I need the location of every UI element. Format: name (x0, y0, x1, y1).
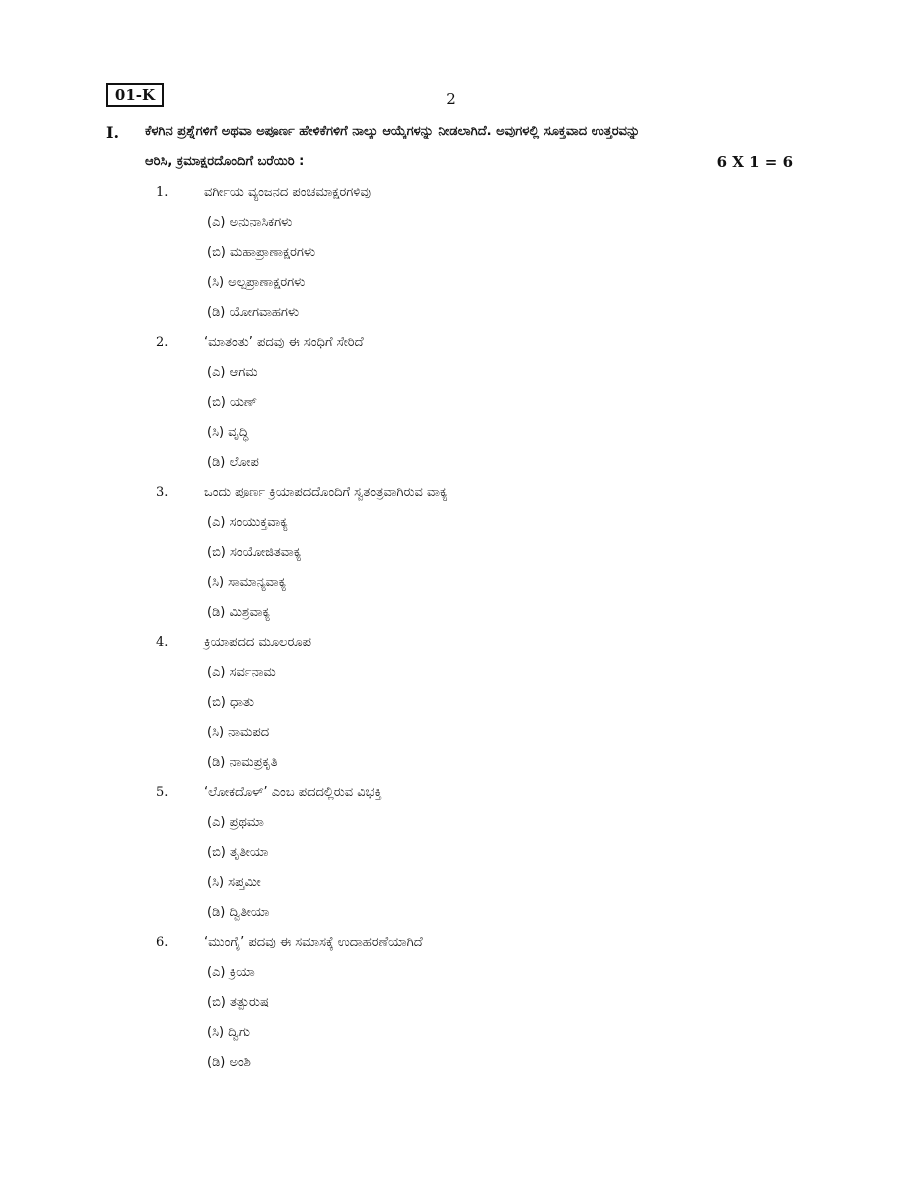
question-1-option-d: (ಡಿ) ಯೋಗವಾಹಗಳು (207, 305, 300, 320)
question-1-text: ವರ್ಗೀಯ ವ್ಯಂಜನದ ಪಂಚಮಾಕ್ಷರಗಳಿವು (204, 185, 371, 200)
question-2-option-d: (ಡಿ) ಲೋಪ (207, 455, 259, 470)
question-2-option-a: (ಎ) ಆಗಮ (207, 365, 258, 380)
question-2-number: 2. (156, 335, 169, 350)
question-2-option-b: (ಬಿ) ಯಣ್ (207, 395, 258, 410)
question-1-option-a: (ಎ) ಅನುನಾಸಿಕಗಳು (207, 215, 293, 230)
question-4-text: ಕ್ರಿಯಾಪದದ ಮೂಲರೂಪ (204, 635, 311, 650)
question-5-option-b: (ಬಿ) ತೃತೀಯಾ (207, 845, 269, 860)
question-3-option-a: (ಎ) ಸಂಯುಕ್ತವಾಕ್ಯ (207, 515, 288, 530)
question-4-number: 4. (156, 635, 169, 650)
question-1-option-c: (ಸಿ) ಅಲ್ಪಪ್ರಾಣಾಕ್ಷರಗಳು (207, 275, 306, 290)
section-marks: 6 X 1 = 6 (716, 153, 793, 171)
question-4-option-c: (ಸಿ) ನಾಮಪದ (207, 725, 270, 740)
question-4-option-a: (ಎ) ಸರ್ವನಾಮ (207, 665, 276, 680)
question-3-option-c: (ಸಿ) ಸಾಮಾನ್ಯವಾಕ್ಯ (207, 575, 287, 590)
paper-code-box: 01-K (106, 83, 164, 107)
question-4-option-b: (ಬಿ) ಧಾತು (207, 695, 255, 710)
question-6-number: 6. (156, 935, 169, 950)
section-instruction-line1: ಕೆಳಗಿನ ಪ್ರಶ್ನೆಗಳಿಗೆ ಅಥವಾ ಅಪೂರ್ಣ ಹೇಳಿಕೆಗಳಿಗೆ ನಾಲ್ಕು ಆಯ್ಕೆಗಳನ್ನು ನೀಡಲಾಗಿದೆ. ಅವುಗಳಲ್ಲಿ ಸೂಕ್ತವಾದ ಉತ್ತರವನ್ನು (145, 124, 641, 139)
section-number: I. (106, 123, 120, 142)
question-4-option-d: (ಡಿ) ನಾಮಪ್ರಕೃತಿ (207, 755, 278, 770)
question-5-number: 5. (156, 785, 169, 800)
question-1-number: 1. (156, 185, 169, 200)
question-2-option-c: (ಸಿ) ವೃದ್ಧಿ (207, 425, 249, 440)
question-3-option-d: (ಡಿ) ಮಿಶ್ರವಾಕ್ಯ (207, 605, 271, 620)
question-3-option-b: (ಬಿ) ಸಂಯೋಜಿತವಾಕ್ಯ (207, 545, 302, 560)
question-6-option-a: (ಎ) ಕ್ರಿಯಾ (207, 965, 255, 980)
question-6-option-c: (ಸಿ) ದ್ವಿಗು (207, 1025, 251, 1040)
question-5-option-d: (ಡಿ) ದ್ವಿತೀಯಾ (207, 905, 270, 920)
question-5-option-c: (ಸಿ) ಸಪ್ತಮೀ (207, 875, 261, 890)
question-6-option-d: (ಡಿ) ಅಂಶಿ (207, 1055, 251, 1070)
question-6-option-b: (ಬಿ) ತತ್ಪುರುಷ (207, 995, 269, 1010)
question-2-text: ‘ಮಾತಂತು’ ಪದವು ಈ ಸಂಧಿಗೆ ಸೇರಿದೆ (204, 335, 364, 350)
page-number: 2 (446, 90, 456, 108)
question-3-number: 3. (156, 485, 169, 500)
section-instruction-line2: ಆರಿಸಿ, ಕ್ರಮಾಕ್ಷರದೊಂದಿಗೆ ಬರೆಯಿರಿ : (145, 154, 305, 169)
question-5-text: ‘ಲೋಕದೊಳ್’ ಎಂಬ ಪದದಲ್ಲಿರುವ ವಿಭಕ್ತಿ (204, 785, 382, 800)
question-5-option-a: (ಎ) ಪ್ರಥಮಾ (207, 815, 264, 830)
question-6-text: ‘ಮುಂಗೈ’ ಪದವು ಈ ಸಮಾಸಕ್ಕೆ ಉದಾಹರಣೆಯಾಗಿದೆ (204, 935, 423, 950)
question-3-text: ಒಂದು ಪೂರ್ಣ ಕ್ರಿಯಾಪದದೊಂದಿಗೆ ಸ್ವತಂತ್ರವಾಗಿರುವ ವಾಕ್ಯ (204, 485, 448, 500)
question-1-option-b: (ಬಿ) ಮಹಾಪ್ರಾಣಾಕ್ಷರಗಳು (207, 245, 316, 260)
